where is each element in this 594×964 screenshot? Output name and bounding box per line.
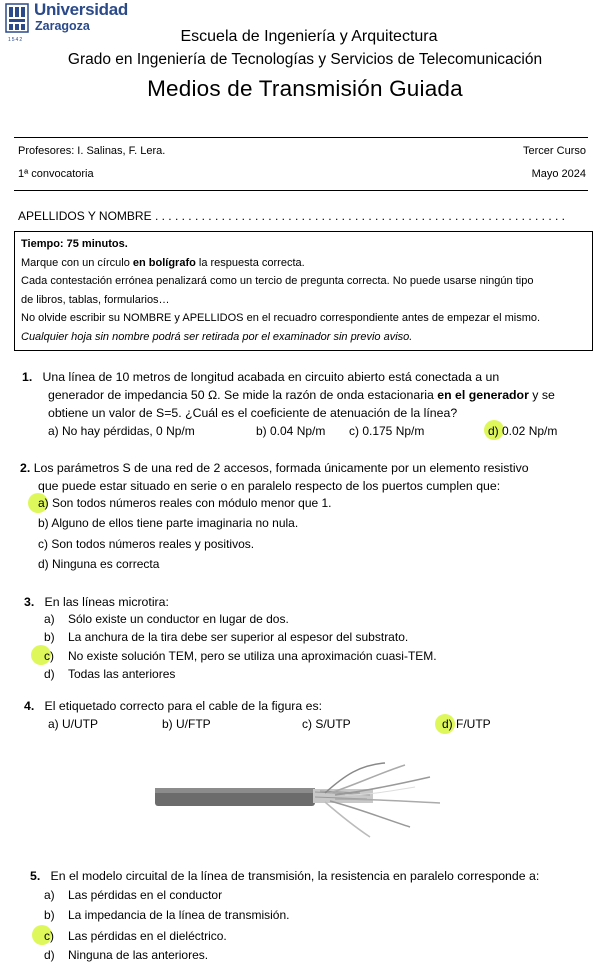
instruction-line: Marque con un círculo en bolígrafo la respuesta correcta. <box>21 256 305 269</box>
university-name: Universidad <box>34 0 129 19</box>
exam-call: 1ª convocatoria <box>18 168 94 180</box>
option-c-letter[interactable]: c) <box>44 649 54 663</box>
divider <box>14 190 588 191</box>
crest-year: 1542 <box>8 37 24 43</box>
option-b[interactable]: b) U/FTP <box>162 717 211 731</box>
option-c[interactable]: c) 0.175 Np/m <box>349 424 425 438</box>
option-a[interactable]: Sólo existe un conductor en lugar de dos. <box>68 612 289 626</box>
option-c-letter[interactable]: c) <box>44 929 54 943</box>
option-b[interactable]: b) 0.04 Np/m <box>256 424 326 438</box>
option-b[interactable]: b) Alguno de ellos tiene parte imaginaria no nula. <box>38 516 299 530</box>
option-a-letter[interactable]: a) <box>44 888 55 902</box>
option-a-letter[interactable]: a) <box>44 612 55 626</box>
professors: Profesores: I. Salinas, F. Lera. <box>18 145 166 157</box>
time-limit: Tiempo: 75 minutos. <box>21 238 128 250</box>
option-c[interactable]: c) Son todos números reales y positivos. <box>38 537 255 551</box>
instruction-line: Cualquier hoja sin nombre podrá ser retirada por el examinador sin previo aviso. <box>21 330 413 343</box>
option-b-letter[interactable]: b) <box>44 630 55 644</box>
option-c[interactable]: No existe solución TEM, pero se utiliza una aproximación cuasi-TEM. <box>68 649 437 663</box>
option-d-letter[interactable]: d) <box>44 667 55 681</box>
exam-date: Mayo 2024 <box>531 168 586 180</box>
option-d[interactable]: Todas las anteriores <box>68 667 176 681</box>
question-3: 3. En las líneas microtira: <box>24 595 169 609</box>
option-c[interactable]: Las pérdidas en el dieléctrico. <box>68 929 227 943</box>
option-d[interactable]: Ninguna de las anteriores. <box>68 948 209 962</box>
course-title: Medios de Transmisión Guiada <box>147 76 463 101</box>
option-c[interactable]: c) S/UTP <box>302 717 351 731</box>
instruction-line: No olvide escribir su NOMBRE y APELLIDOS en el recuadro correspondiente antes de empezar el mismo. <box>21 312 541 325</box>
school-title: Escuela de Ingeniería y Arquitectura <box>180 28 438 45</box>
option-d[interactable]: d) 0.02 Np/m <box>488 424 558 438</box>
instructions-box <box>14 231 593 351</box>
option-a[interactable]: a) Son todos números reales con módulo menor que 1. <box>38 496 332 510</box>
option-d-letter[interactable]: d) <box>44 948 55 962</box>
name-field[interactable]: APELLIDOS Y NOMBRE . . . . . . . . . . . . . . . . . . . . . . . . . . . . . . . . . . . . . . . . . . . . . . . . . . . . . . . . . . . . . . <box>18 209 566 223</box>
degree-title: Grado en Ingeniería de Tecnologías y Servicios de Telecomunicación <box>67 51 543 68</box>
option-a[interactable]: Las pérdidas en el conductor <box>68 888 223 902</box>
option-b[interactable]: La anchura de la tira debe ser superior al espesor del substrato. <box>68 630 409 644</box>
course-year: Tercer Curso <box>523 145 586 157</box>
cable-figure <box>155 755 445 850</box>
question-5: 5. En el modelo circuital de la línea de transmisión, la resistencia en paralelo corresponde a: <box>30 869 540 883</box>
option-b[interactable]: La impedancia de la línea de transmisión. <box>68 908 290 922</box>
option-a[interactable]: a) U/UTP <box>48 717 99 731</box>
option-b-letter[interactable]: b) <box>44 908 55 922</box>
question-1-line: generador de impedancia 50 Ω. Se mide la razón de onda estacionaria en el generador y se <box>48 388 555 402</box>
question-2: 2. Los parámetros S de una red de 2 accesos, formada únicamente por un elemento resistivo <box>20 461 529 475</box>
instruction-line: Cada contestación errónea penalizará como un tercio de pregunta correcta. No puede usarse ningún tipo <box>21 275 534 288</box>
question-1: 1. Una línea de 10 metros de longitud acabada en circuito abierto está conectada a un <box>22 370 500 384</box>
option-a[interactable]: a) No hay pérdidas, 0 Np/m <box>48 424 195 438</box>
question-1-line: obtiene un valor de S=5. ¿Cuál es el coeficiente de atenuación de la línea? <box>48 406 458 420</box>
option-d[interactable]: d) F/UTP <box>442 717 491 731</box>
instruction-line: de libros, tablas, formularios… <box>21 293 170 306</box>
question-4: 4. El etiquetado correcto para el cable de la figura es: <box>24 699 323 713</box>
question-2-line: que puede estar situado en serie o en paralelo respecto de los puertos cumplen que: <box>38 479 501 493</box>
university-city: Zaragoza <box>35 19 90 33</box>
option-d[interactable]: d) Ninguna es correcta <box>38 557 160 571</box>
divider <box>14 137 588 138</box>
